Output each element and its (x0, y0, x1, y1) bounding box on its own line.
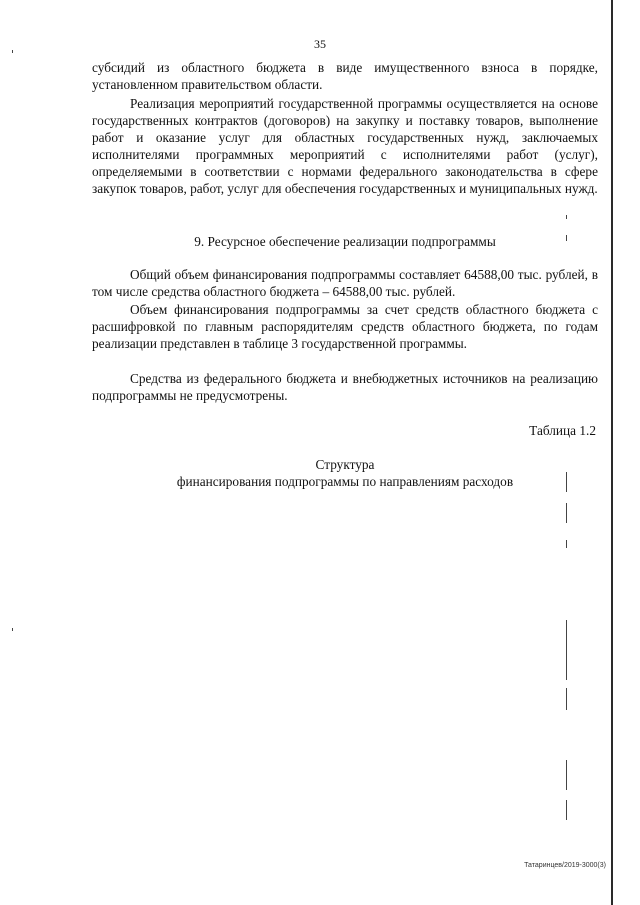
paragraph-continuation: субсидий из областного бюджета в виде имущественного взноса в порядке, установленном правительством области. (92, 60, 598, 92)
scan-mark-8 (566, 760, 567, 790)
scan-mark-1 (566, 215, 567, 219)
page-right-border (611, 0, 613, 905)
paragraph-implementation: Реализация мероприятий государственной программы осуществляется на основе государственных контрактов (договоров) на закупку и поставку товаров, выполнение работ и оказание услуг для областных государственных нужд, заключаемых исполнителями программных мероприятий с исполнителями работ (услуг), определяемыми в соответствии с нормами федерального законодательства в сфере закупок товаров, работ, услуг для обеспечения государственных и муниципальных нужд. (92, 96, 598, 196)
section-heading: 9. Ресурсное обеспечение реализации подпрограммы (194, 234, 496, 249)
scan-mark-6 (566, 620, 567, 680)
scan-mark-5 (566, 540, 567, 548)
scan-mark-4 (566, 503, 567, 523)
page-number: 35 (314, 37, 326, 51)
structure-title-line2: финансирования подпрограммы по направлениям расходов (176, 474, 514, 489)
scan-mark-left-1 (12, 50, 13, 53)
paragraph-federal-funds: Средства из федерального бюджета и внебюджетных источников на реализацию подпрограммы не предусмотрены. (92, 371, 598, 403)
scan-mark-9 (566, 800, 567, 820)
paragraph-total-funding: Общий объем финансирования подпрограммы составляет 64588,00 тыс. рублей, в том числе средства областного бюджета – 64588,00 тыс. рублей. (92, 267, 598, 299)
scan-mark-2 (566, 235, 567, 241)
footer-code: Татаринцев/2019-3000(3) (524, 862, 606, 869)
paragraph-funding-breakdown: Объем финансирования подпрограммы за счет средств областного бюджета с расшифровкой по главным распорядителям средств областного бюджета, по годам реализации представлен в таблице 3 государственной программы. (92, 302, 598, 351)
table-label: Таблица 1.2 (529, 423, 596, 438)
scan-mark-left-2 (12, 628, 13, 631)
scan-mark-7 (566, 688, 567, 710)
scan-mark-3 (566, 472, 567, 492)
structure-title-line1: Структура (315, 457, 375, 472)
